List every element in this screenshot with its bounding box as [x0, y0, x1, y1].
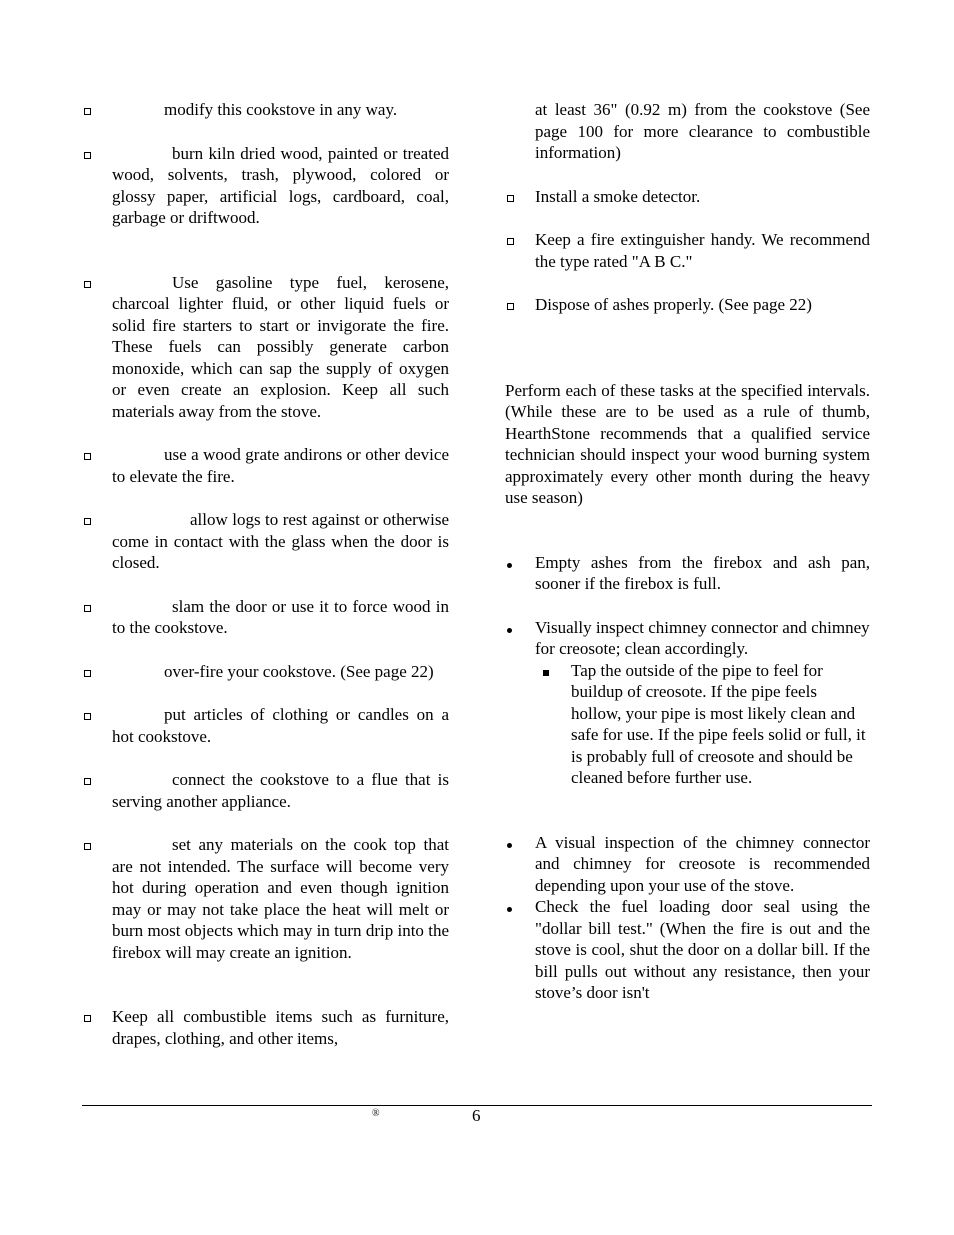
list-item [505, 552, 870, 595]
bullet-dot-icon [505, 552, 512, 574]
list-item-text: burn kiln dried wood, painted or treated wood, solvents, trash, plywood, colored or glossy paper, artificial logs, cardboard, coal, garbage or driftwood. [112, 143, 449, 227]
bullet-dot-icon [505, 832, 512, 854]
list-item [505, 617, 870, 660]
list-item [82, 661, 449, 683]
list-item-text: Check the fuel loading door seal using the "dollar bill test." (When the fire is out and the stove is cool, shut the door on a dollar bill. If the bill pulls out without any resistance, then your stove’s door isn't [535, 897, 870, 1002]
list-item-continuation [505, 99, 870, 164]
list-item-text: allow logs to rest against or otherwise come in contact with the glass when the door is closed. [112, 510, 449, 572]
list-item [505, 896, 870, 1004]
list-item [505, 832, 870, 897]
list-item-text: modify this cookstove in any way. [164, 100, 398, 119]
sub-list-item-text: Tap the outside of the pipe to feel for buildup of creosote. If the pipe feels hollow, your pipe is most likely clean and safe for use. If the pipe feels solid or full, it is probably full of creosote and should be cleaned before further use. [571, 660, 866, 787]
list-item-text: set any materials on the cook top that are not intended. The surface will become very hot during operation and even though ignition may or may not take place the heat will melt or burn most objects which may in turn drip into the firebox will may create an ignition. [112, 835, 449, 962]
checkbox-bullet-icon [82, 769, 91, 791]
list-item-text: connect the cookstove to a flue that is serving another appliance. [112, 770, 449, 811]
list-item-text: Empty ashes from the firebox and ash pan, sooner if the firebox is full. [535, 552, 870, 593]
checkbox-bullet-icon [505, 229, 514, 251]
list-item [82, 143, 449, 229]
list-item [505, 294, 870, 316]
checkbox-bullet-icon [82, 99, 91, 121]
checkbox-bullet-icon [82, 834, 91, 856]
list-item [82, 272, 449, 423]
list-item [82, 769, 449, 812]
list-item [505, 229, 870, 272]
square-bullet-icon [543, 660, 549, 682]
checkbox-bullet-icon [82, 1006, 91, 1028]
checkbox-bullet-icon [505, 186, 514, 208]
checkbox-bullet-icon [82, 444, 91, 466]
list-item-text: Use gasoline type fuel, kerosene, charcoal lighter fluid, or other liquid fuels or solid fire starters to start or invigorate the fire. These fuels can possibly generate carbon monoxide, which can sap the supply of oxygen or even create an explosion. Keep all such materials away from the stove. [112, 272, 449, 421]
checkbox-bullet-icon [82, 704, 91, 726]
list-item [82, 834, 449, 963]
list-item [82, 444, 449, 487]
list-item [82, 596, 449, 639]
maintenance-intro: Perform each of these tasks at the specified intervals. (While these are to be used as a rule of thumb, HearthStone recommends that a qualified service technician should inspect your wood burning system approximately every other month during the heavy use season) [505, 380, 870, 507]
right-column [505, 99, 870, 1004]
list-item [82, 509, 449, 574]
list-item-text: Keep all combustible items such as furniture, drapes, clothing, and other items, [112, 1007, 449, 1048]
list-item [82, 704, 449, 747]
left-column [82, 99, 449, 1049]
registered-mark: ® [372, 1108, 380, 1119]
list-item-text: Visually inspect chimney connector and chimney for creosote; clean accordingly. [535, 617, 870, 658]
list-item-text: put articles of clothing or candles on a hot cookstove. [112, 705, 449, 746]
list-item-text: use a wood grate andirons or other device to elevate the fire. [112, 445, 449, 486]
bullet-dot-icon [505, 896, 512, 918]
list-item-text: Keep a fire extinguisher handy. We recommend the type rated "A B C." [535, 230, 870, 271]
list-item [505, 186, 870, 208]
list-item-text: slam the door or use it to force wood in to the cookstove. [112, 596, 449, 637]
list-item-text: over-fire your cookstove. (See page 22) [164, 661, 434, 681]
checkbox-bullet-icon [82, 143, 91, 165]
list-item-text: Install a smoke detector. [535, 186, 701, 206]
continuation-text: at least 36" (0.92 m) from the cookstove (See page 100 for more clearance to combustible information) [535, 100, 870, 162]
sub-list-item [543, 660, 870, 789]
checkbox-bullet-icon [82, 509, 91, 531]
list-item-text: Dispose of ashes properly. (See page 22) [535, 295, 812, 314]
checkbox-bullet-icon [82, 596, 91, 618]
list-item [82, 99, 449, 121]
page-number: 6 [472, 1106, 481, 1125]
list-item-text: A visual inspection of the chimney connector and chimney for creosote is recommended depending upon your use of the stove. [535, 832, 870, 895]
checkbox-bullet-icon [505, 294, 514, 316]
bullet-dot-icon [505, 617, 512, 639]
checkbox-bullet-icon [82, 272, 91, 294]
checkbox-bullet-icon [82, 661, 91, 683]
list-item [82, 1006, 449, 1049]
